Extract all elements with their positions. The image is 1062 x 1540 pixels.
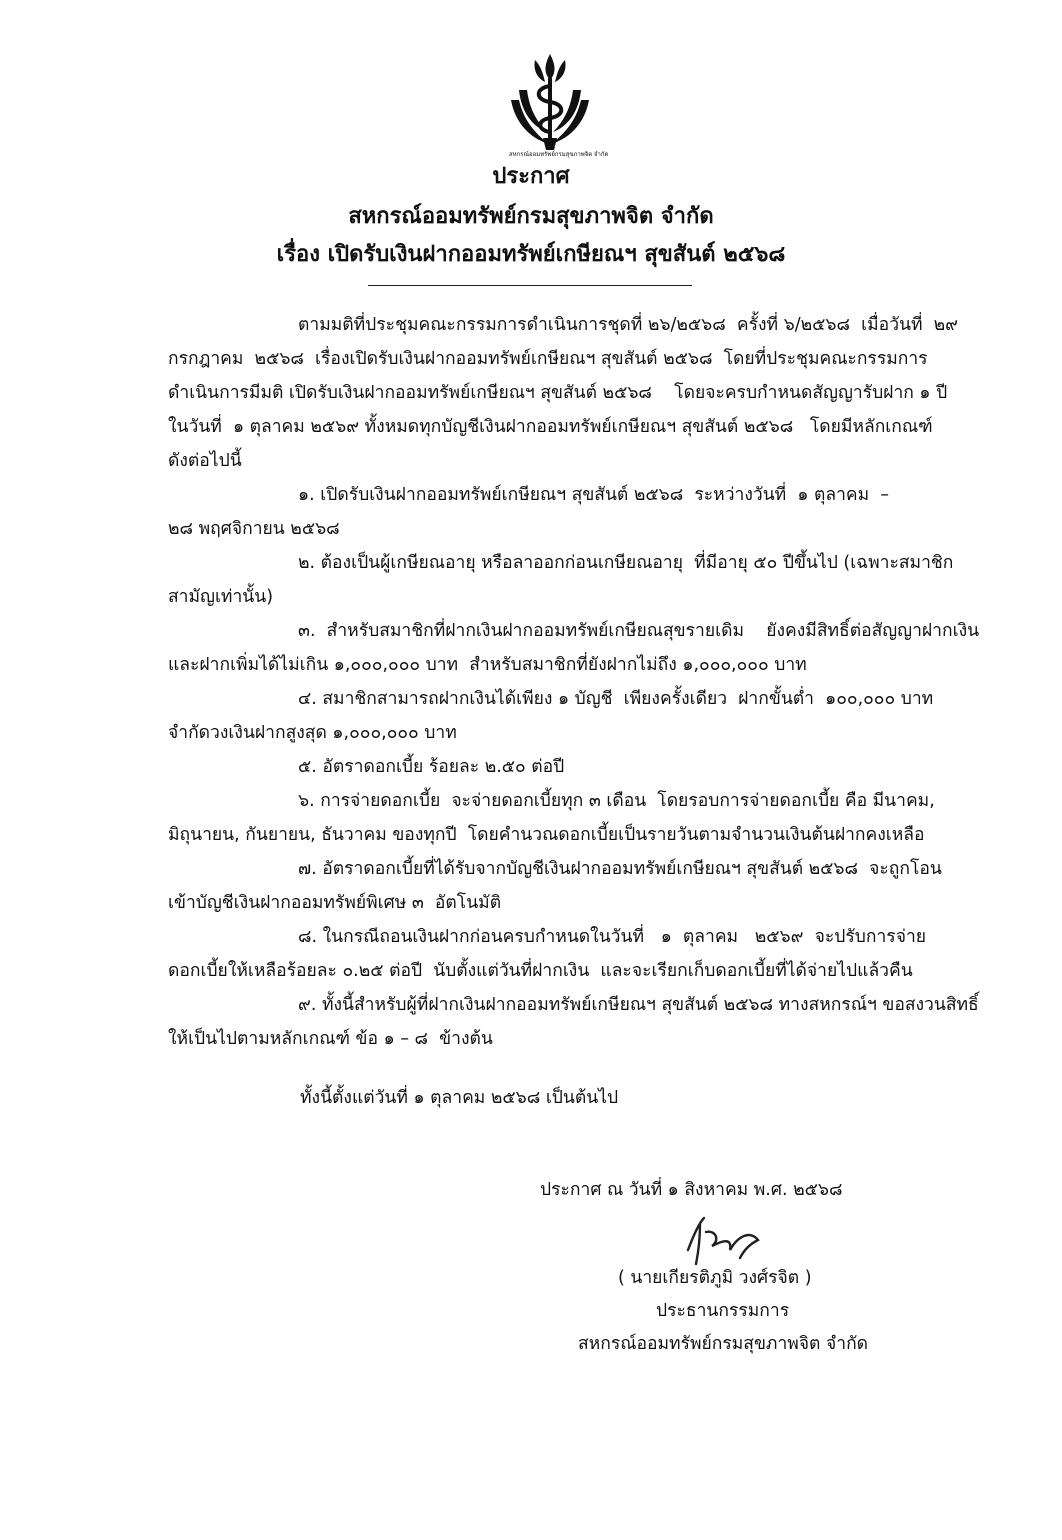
criteria-item-4-cont: จำกัดวงเงินฝากสูงสุด ๑,๐๐๐,๐๐๐ บาท — [168, 723, 457, 743]
signer-name: ( นายเกียรติภูมิ วงศ์รจิต ) — [618, 1268, 812, 1288]
signer-organization: สหกรณ์ออมทรัพย์กรมสุขภาพจิต จำกัด — [578, 1334, 869, 1354]
criteria-item-6-cont: มิถุนายน, กันยายน, ธันวาคม ของทุกปี โดยคำนวณดอกเบี้ยเป็นรายวันตามจำนวนเงินต้นฝากคงเหลือ — [168, 825, 925, 845]
criteria-item-9-cont: ให้เป็นไปตามหลักเกณฑ์ ข้อ ๑ – ๘ ข้างต้น — [168, 1029, 493, 1049]
cooperative-emblem-icon — [505, 50, 609, 160]
effective-date-line: ทั้งนี้ตั้งแต่วันที่ ๑ ตุลาคม ๒๕๖๘ เป็นต้นไป — [300, 1088, 619, 1108]
criteria-item-3: ๓. สำหรับสมาชิกที่ฝากเงินฝากออมทรัพย์เกษียณสุขรายเดิม ยังคงมีสิทธิ์ต่อสัญญาฝากเงิน — [298, 621, 980, 641]
criteria-item-8: ๘. ในกรณีถอนเงินฝากก่อนครบกำหนดในวันที่ ๑ ตุลาคม ๒๕๖๙ จะปรับการจ่าย — [298, 927, 927, 947]
criteria-item-2: ๒. ต้องเป็นผู้เกษียณอายุ หรือลาออกก่อนเกษียณอายุ ที่มีอายุ ๕๐ ปีขึ้นไป (เฉพาะสมาชิก — [298, 553, 954, 573]
criteria-item-3-cont: และฝากเพิ่มได้ไม่เกิน ๑,๐๐๐,๐๐๐ บาท สำหรับสมาชิกที่ยังฝากไม่ถึง ๑,๐๐๐,๐๐๐ บาท — [168, 655, 807, 675]
criteria-item-1-cont: ๒๘ พฤศจิกายน ๒๕๖๘ — [168, 519, 340, 539]
subject-line: เรื่อง เปิดรับเงินฝากออมทรัพย์เกษียณฯ สุขสันต์ ๒๕๖๘ — [276, 242, 786, 267]
criteria-item-2-cont: สามัญเท่านั้น) — [168, 587, 274, 607]
document-title: ประกาศ — [492, 164, 570, 189]
paragraph-intro-line: ตามมติที่ประชุมคณะกรรมการดำเนินการชุดที่ ๒๖/๒๕๖๘ ครั้งที่ ๖/๒๕๖๘ เมื่อวันที่ ๒๙ — [298, 315, 958, 335]
announce-date: ประกาศ ณ วันที่ ๑ สิงหาคม พ.ศ. ๒๕๖๘ — [540, 1180, 843, 1200]
paragraph-intro-line: ดำเนินการมีมติ เปิดรับเงินฝากออมทรัพย์เกษียณฯ สุขสันต์ ๒๕๖๘ โดยจะครบกำหนดสัญญารับฝาก ๑ ปี — [168, 383, 948, 403]
paragraph-intro-line: ดังต่อไปนี้ — [168, 451, 242, 471]
criteria-item-1: ๑. เปิดรับเงินฝากออมทรัพย์เกษียณฯ สุขสันต์ ๒๕๖๘ ระหว่างวันที่ ๑ ตุลาคม – — [298, 485, 890, 505]
paragraph-intro-line: กรกฎาคม ๒๕๖๘ เรื่องเปิดรับเงินฝากออมทรัพย์เกษียณฯ สุขสันต์ ๒๕๖๘ โดยที่ประชุมคณะกรรมการ — [168, 349, 928, 369]
criteria-item-9: ๙. ทั้งนี้สำหรับผู้ที่ฝากเงินฝากออมทรัพย์เกษียณฯ สุขสันต์ ๒๕๖๘ ทางสหกรณ์ฯ ขอสงวนสิทธิ์ — [298, 995, 979, 1015]
criteria-item-5: ๕. อัตราดอกเบี้ย ร้อยละ ๒.๕๐ ต่อปี — [298, 757, 565, 777]
paragraph-intro-line: ในวันที่ ๑ ตุลาคม ๒๕๖๙ ทั้งหมดทุกบัญชีเงินฝากออมทรัพย์เกษียณฯ สุขสันต์ ๒๕๖๘ โดยมีหลักเกณฑ์ — [168, 417, 933, 437]
criteria-item-8-cont: ดอกเบี้ยให้เหลือร้อยละ ๐.๒๕ ต่อปี นับตั้งแต่วันที่ฝากเงิน และจะเรียกเก็บดอกเบี้ยที่ได้จ่ายไปแล้วคืน — [168, 961, 913, 981]
criteria-item-4: ๔. สมาชิกสามารถฝากเงินได้เพียง ๑ บัญชี เพียงครั้งเดียว ฝากขั้นต่ำ ๑๐๐,๐๐๐ บาท — [298, 689, 934, 709]
signer-position: ประธานกรรมการ — [656, 1301, 790, 1321]
criteria-item-7-cont: เข้าบัญชีเงินฝากออมทรัพย์พิเศษ ๓ อัตโนมัติ — [168, 893, 502, 913]
svg-text:สหกรณ์ออมทรัพย์กรมสุขภาพจิต จำ: สหกรณ์ออมทรัพย์กรมสุขภาพจิต จำกัด — [509, 151, 609, 158]
handwritten-signature — [680, 1210, 780, 1270]
header-divider — [368, 285, 692, 286]
criteria-item-7: ๗. อัตราดอกเบี้ยที่ได้รับจากบัญชีเงินฝากออมทรัพย์เกษียณฯ สุขสันต์ ๒๕๖๘ จะถูกโอน — [298, 859, 942, 879]
criteria-item-6: ๖. การจ่ายดอกเบี้ย จะจ่ายดอกเบี้ยทุก ๓ เดือน โดยรอบการจ่ายดอกเบี้ย คือ มีนาคม, — [298, 791, 935, 811]
organization-name: สหกรณ์ออมทรัพย์กรมสุขภาพจิต จำกัด — [348, 204, 714, 229]
announcement-body — [168, 308, 988, 1056]
